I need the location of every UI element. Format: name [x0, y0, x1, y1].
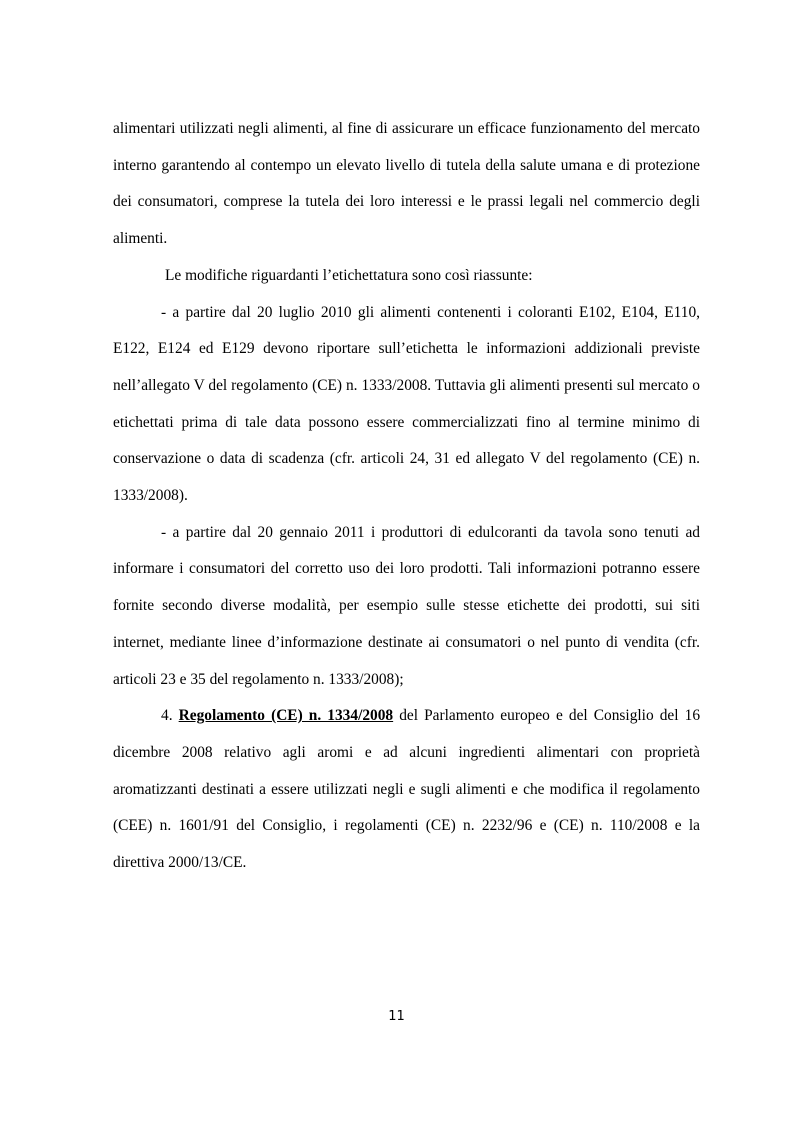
paragraph-sweeteners-item: - a partire dal 20 gennaio 2011 i produttori di edulcoranti da tavola sono tenuti ad informare i consumatori del corretto uso dei loro prodotti. Tali informazioni potranno essere fornite secondo diverse modalità, per esempio sulle stesse etichette dei prodotti, sui siti internet, mediante linee d’informazione destinate ai consumatori o nel punto di vendita (cfr. articoli 23 e 35 del regolamento n. 1333/2008);	[113, 523, 700, 688]
regulation-description: del Parlamento europeo e del Consiglio del 16 dicembre 2008 relativo agli aromi e ad alcuni ingredienti alimentari con proprietà aromatizzanti destinati a essere utilizzati negli e sugli alimenti e che modifica il regolamento (CEE) n. 1601/91 del Consiglio, i regolamenti (CE) n. 2232/96 e (CE) n. 110/2008 e la direttiva 2000/13/CE.	[113, 707, 701, 872]
paragraph-regulation-1334	[113, 698, 700, 882]
list-number: 4.	[161, 707, 179, 725]
paragraph-colorants-item: - a partire dal 20 luglio 2010 gli alimenti contenenti i coloranti E102, E104, E110, E122, E124 ed E129 devono riportare sull’etichetta le informazioni addizionali previste nell’allegato V del regolamento (CE) n. 1333/2008. Tuttavia gli alimenti presenti sul mercato o etichettati prima di tale data possono essere commercializzati fino al termine minimo di conservazione o data di scadenza (cfr. articoli 24, 31 ed allegato V del regolamento (CE) n. 1333/2008).	[113, 303, 700, 505]
paragraph-continuation: alimentari utilizzati negli alimenti, al fine di assicurare un efficace funzionamento del mercato interno garantendo al contempo un elevato livello di tutela della salute umana e di protezione dei consumatori, comprese la tutela dei loro interessi e le prassi legali nel commercio degli alimenti.	[113, 120, 700, 248]
regulation-link[interactable]: Regolamento (CE) n. 1334/2008	[178, 707, 394, 725]
body-text	[113, 111, 700, 882]
paragraph-summary-intro: Le modifiche riguardanti l’etichettatura sono così riassunte:	[165, 266, 533, 284]
page-number: 11	[388, 1009, 405, 1024]
